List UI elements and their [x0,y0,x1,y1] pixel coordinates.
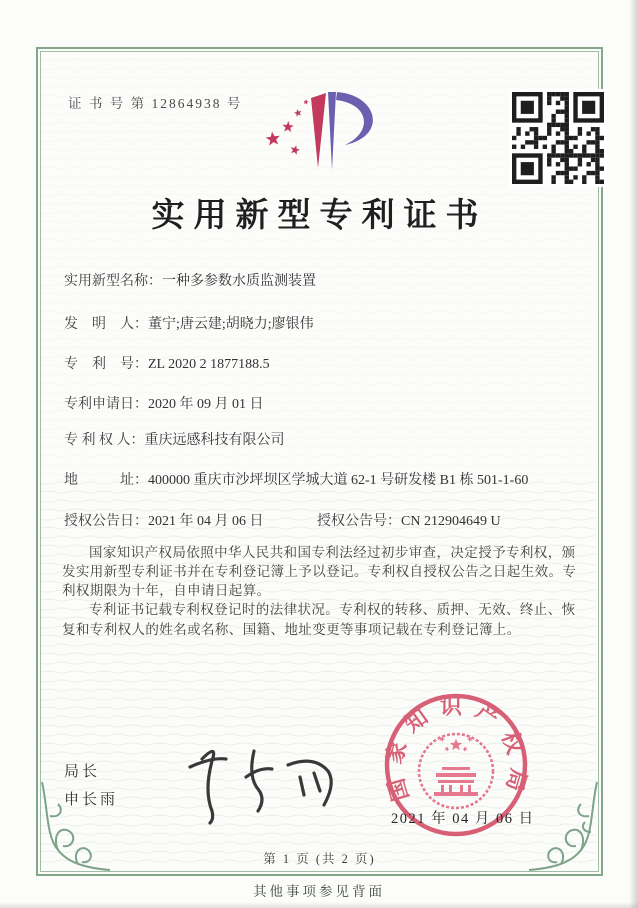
field-value: 2020 年 09 月 01 日 [148,397,264,412]
page-number: 第 1 页 (共 2 页) [263,852,376,866]
field-value: 重庆远感科技有限公司 [144,433,285,448]
scan-edge [629,0,638,908]
field-label: 地 址： [64,473,148,488]
field-label: 专利申请日： [64,397,148,412]
legal-paragraph-2: 专利证书记载专利权登记时的法律状况。专利权的转移、质押、无效、终止、恢复和专利权人的姓名或名称、国籍、地址变更等事项记载在专利登记簿上。 [62,602,576,637]
legal-text [62,543,577,639]
logo-purple-bar [328,92,336,170]
certificate-number: 证 书 号 第 12864938 号 [68,96,243,111]
commissioner-signature [168,737,348,827]
field-value: ZL 2020 2 1877188.5 [148,357,270,372]
qr-code [509,89,607,187]
commissioner-title: 局长 [64,764,101,780]
svg-text:国家知识产权局 [380,694,531,804]
grant-date-label: 授权公告日： [64,514,148,529]
grant-number-value: CN 212904649 U [401,514,501,529]
field-value: 400000 重庆市沙坪坝区学城大道 62-1 号研发楼 B1 栋 501-1-60 [148,473,529,488]
certificate-border-frame [36,47,603,876]
seal-national-emblem [419,734,493,808]
field-label: 专 利 号： [64,357,148,372]
corner-flourish-left [40,780,114,872]
commissioner-name: 申长雨 [64,791,119,808]
logo-stars [266,99,309,155]
certificate-title: 实用新型专利证书 [151,198,488,234]
grant-number-label: 授权公告号： [317,514,401,529]
field-label: 发 明 人： [64,317,148,332]
scan-edge [0,902,638,908]
field-row-patentee [64,432,579,451]
seal-date: 2021 年 04 月 06 日 [391,811,535,827]
seal-text: 国家知识产权局 [380,693,532,804]
grant-date-value: 2021 年 04 月 06 日 [148,514,264,529]
field-value: 一种多参数水质监测装置 [162,274,316,289]
field-row-filing-date [64,396,579,415]
field-row-patent-number [64,356,579,375]
field-label: 实用新型名称： [64,274,162,289]
field-row-inventors [64,316,579,335]
logo-red-spike [311,93,326,168]
corner-flourish-right [525,780,599,872]
field-label: 专 利 权 人： [64,433,145,448]
cnipa-logo-icon [254,82,400,182]
legal-paragraph-1: 国家知识产权局依照中华人民共和国专利法经过初步审查，决定授予专利权，颁发实用新型专利证书并在专利登记簿上予以登记。专利权自授权公告之日起生效。专利权期限为十年，自申请日起算。 [62,545,577,599]
field-value: 董宁;唐云建;胡晓力;廖银伟 [148,317,314,332]
field-row-grant [64,513,579,532]
field-row-name [64,273,579,292]
back-note: 其他事项参见背面 [253,884,385,899]
logo-p-bowl [336,92,373,145]
field-row-address [64,472,579,491]
